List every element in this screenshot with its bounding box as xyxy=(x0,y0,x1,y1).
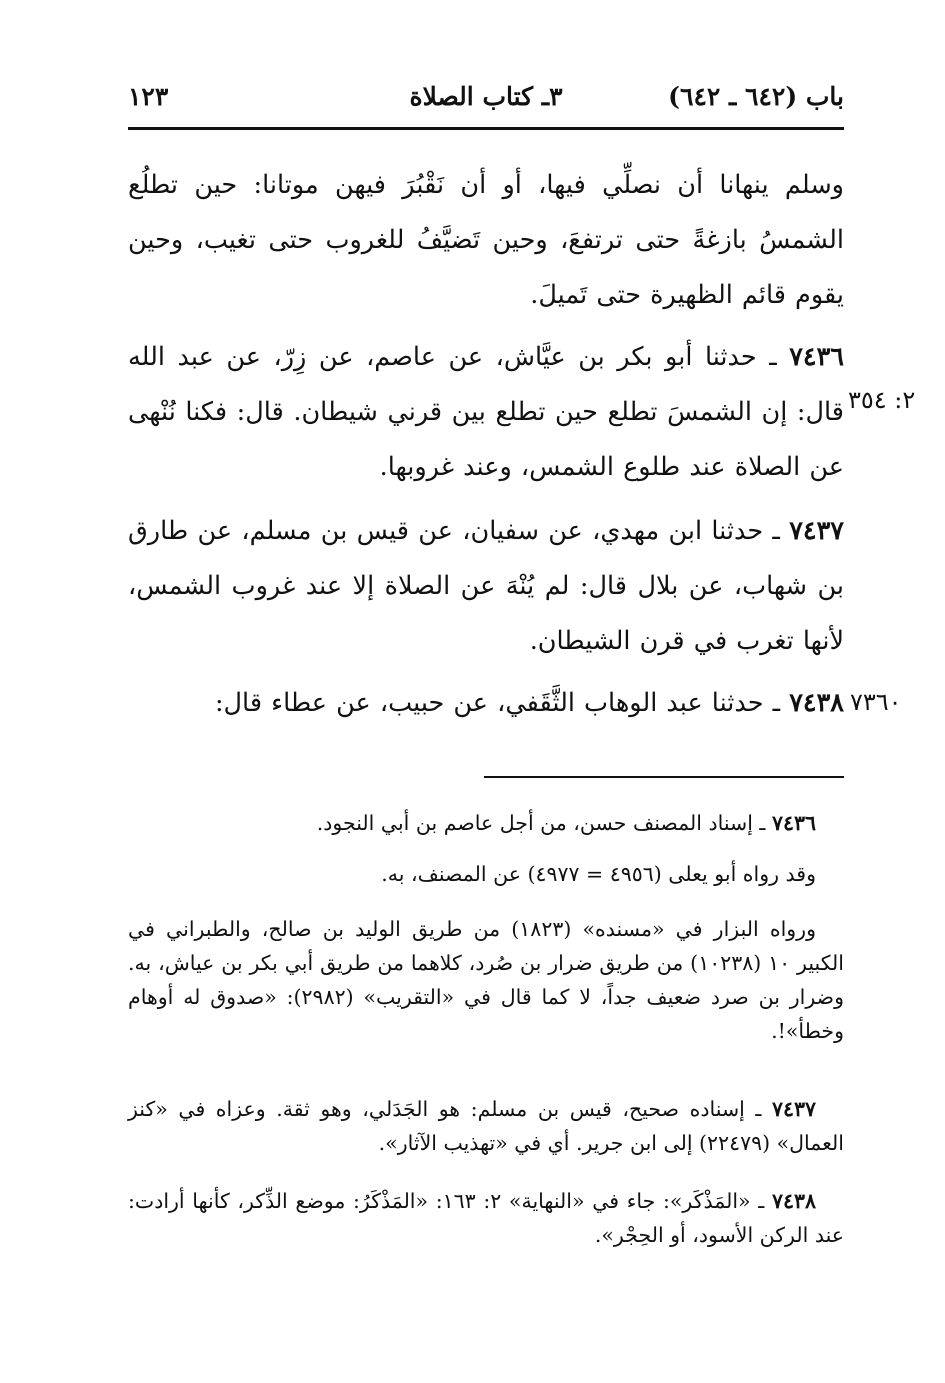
footnote-7436 xyxy=(128,806,844,840)
footnote-paragraph xyxy=(128,857,844,891)
hadith-text: ـ حدثنا عبد الوهاب الثَّقَفي، عن حبيب، عن عطاء قال: xyxy=(214,688,790,718)
margin-reference: ٧٣٦٠ xyxy=(850,688,902,716)
footnote-number: ٧٤٣٦ xyxy=(771,811,816,835)
footnote-7438 xyxy=(128,1184,844,1252)
footnote-text: وقد رواه أبو يعلى (٤٩٥٦ = ٤٩٧٧) عن المصنف، به. xyxy=(381,862,816,886)
page-header xyxy=(128,82,844,122)
footnote-divider xyxy=(484,776,844,778)
hadith-7438 xyxy=(128,676,844,731)
header-divider xyxy=(128,127,844,130)
scan-speck xyxy=(22,1322,32,1332)
margin-reference: ٢: ٣٥٤ xyxy=(848,386,916,414)
footnote-7437 xyxy=(128,1092,844,1160)
footnote-text: ـ إسناد المصنف حسن، من أجل عاصم بن أبي النجود. xyxy=(316,811,772,835)
footnote-paragraph xyxy=(128,912,844,1048)
hadith-7436 xyxy=(128,330,844,495)
hadith-text: ـ حدثنا أبو بكر بن عيَّاش، عن عاصم، عن زِرّ، عن عبد الله قال: إن الشمسَ تطلع حين تطلع بين قرني شيطان. قال: فكنا نُنْهى عن الصلاة عند طلوع الشمس، وعند غروبها. xyxy=(128,342,844,482)
hadith-text: وسلم ينهانا أن نصلِّي فيها، أو أن نَقْبُرَ فيهن موتانا: حين تطلُع الشمسُ بازغةً حتى ترتفعَ، وحين تَضيَّفُ للغروب حتى تغيب، وحين يقوم قائم الظهيرة حتى تَميلَ. xyxy=(128,170,844,310)
footnote-text: ـ إسناده صحيح، قيس بن مسلم: هو الجَدَلي، وهو ثقة. وعزاه في «كنز العمال» (٢٢٤٧٩) إلى ابن جرير. أي في «تهذيب الآثار». xyxy=(128,1097,844,1155)
page-number: ١٢٣ xyxy=(128,82,169,111)
hadith-text: ـ حدثنا ابن مهدي، عن سفيان، عن قيس بن مسلم، عن طارق بن شهاب، عن بلال قال: لم يُنْهَ عن الصلاة إلا عند غروب الشمس، لأنها تغرب في قرن الشيطان. xyxy=(128,516,844,656)
hadith-7437 xyxy=(128,504,844,669)
hadith-number: ٧٤٣٦ xyxy=(789,342,844,372)
hadith-continuation xyxy=(128,158,844,323)
hadith-number: ٧٤٣٧ xyxy=(789,516,844,546)
footnote-text: ـ «المَذْكَر»: جاء في «النهاية» ٢: ١٦٣: «المَذْكَرُ: موضع الذِّكر، كأنها أرادت: عند الركن الأسود، أو الحِجْر». xyxy=(128,1189,844,1247)
footnote-number: ٧٤٣٧ xyxy=(771,1097,816,1121)
footnote-number: ٧٤٣٨ xyxy=(771,1189,816,1213)
chapter-reference: باب (٦٤٢ ـ ٦٤٢) xyxy=(668,82,844,111)
book-title: ٣ـ كتاب الصلاة xyxy=(409,82,563,111)
hadith-number: ٧٤٣٨ xyxy=(789,688,844,718)
footnote-text: ورواه البزار في «مسنده» (١٨٢٣) من طريق الوليد بن صالح، والطبراني في الكبير ١٠ (١٠٢٣٨) من طريق ضرار بن صُرد، كلاهما من طريق أبي بكر بن عياش، به. وضرار بن صرد ضعيف جداً، لا كما قال في «التقريب» (٢٩٨٢): «صدوق له أوهام وخطأ»!. xyxy=(128,917,845,1043)
